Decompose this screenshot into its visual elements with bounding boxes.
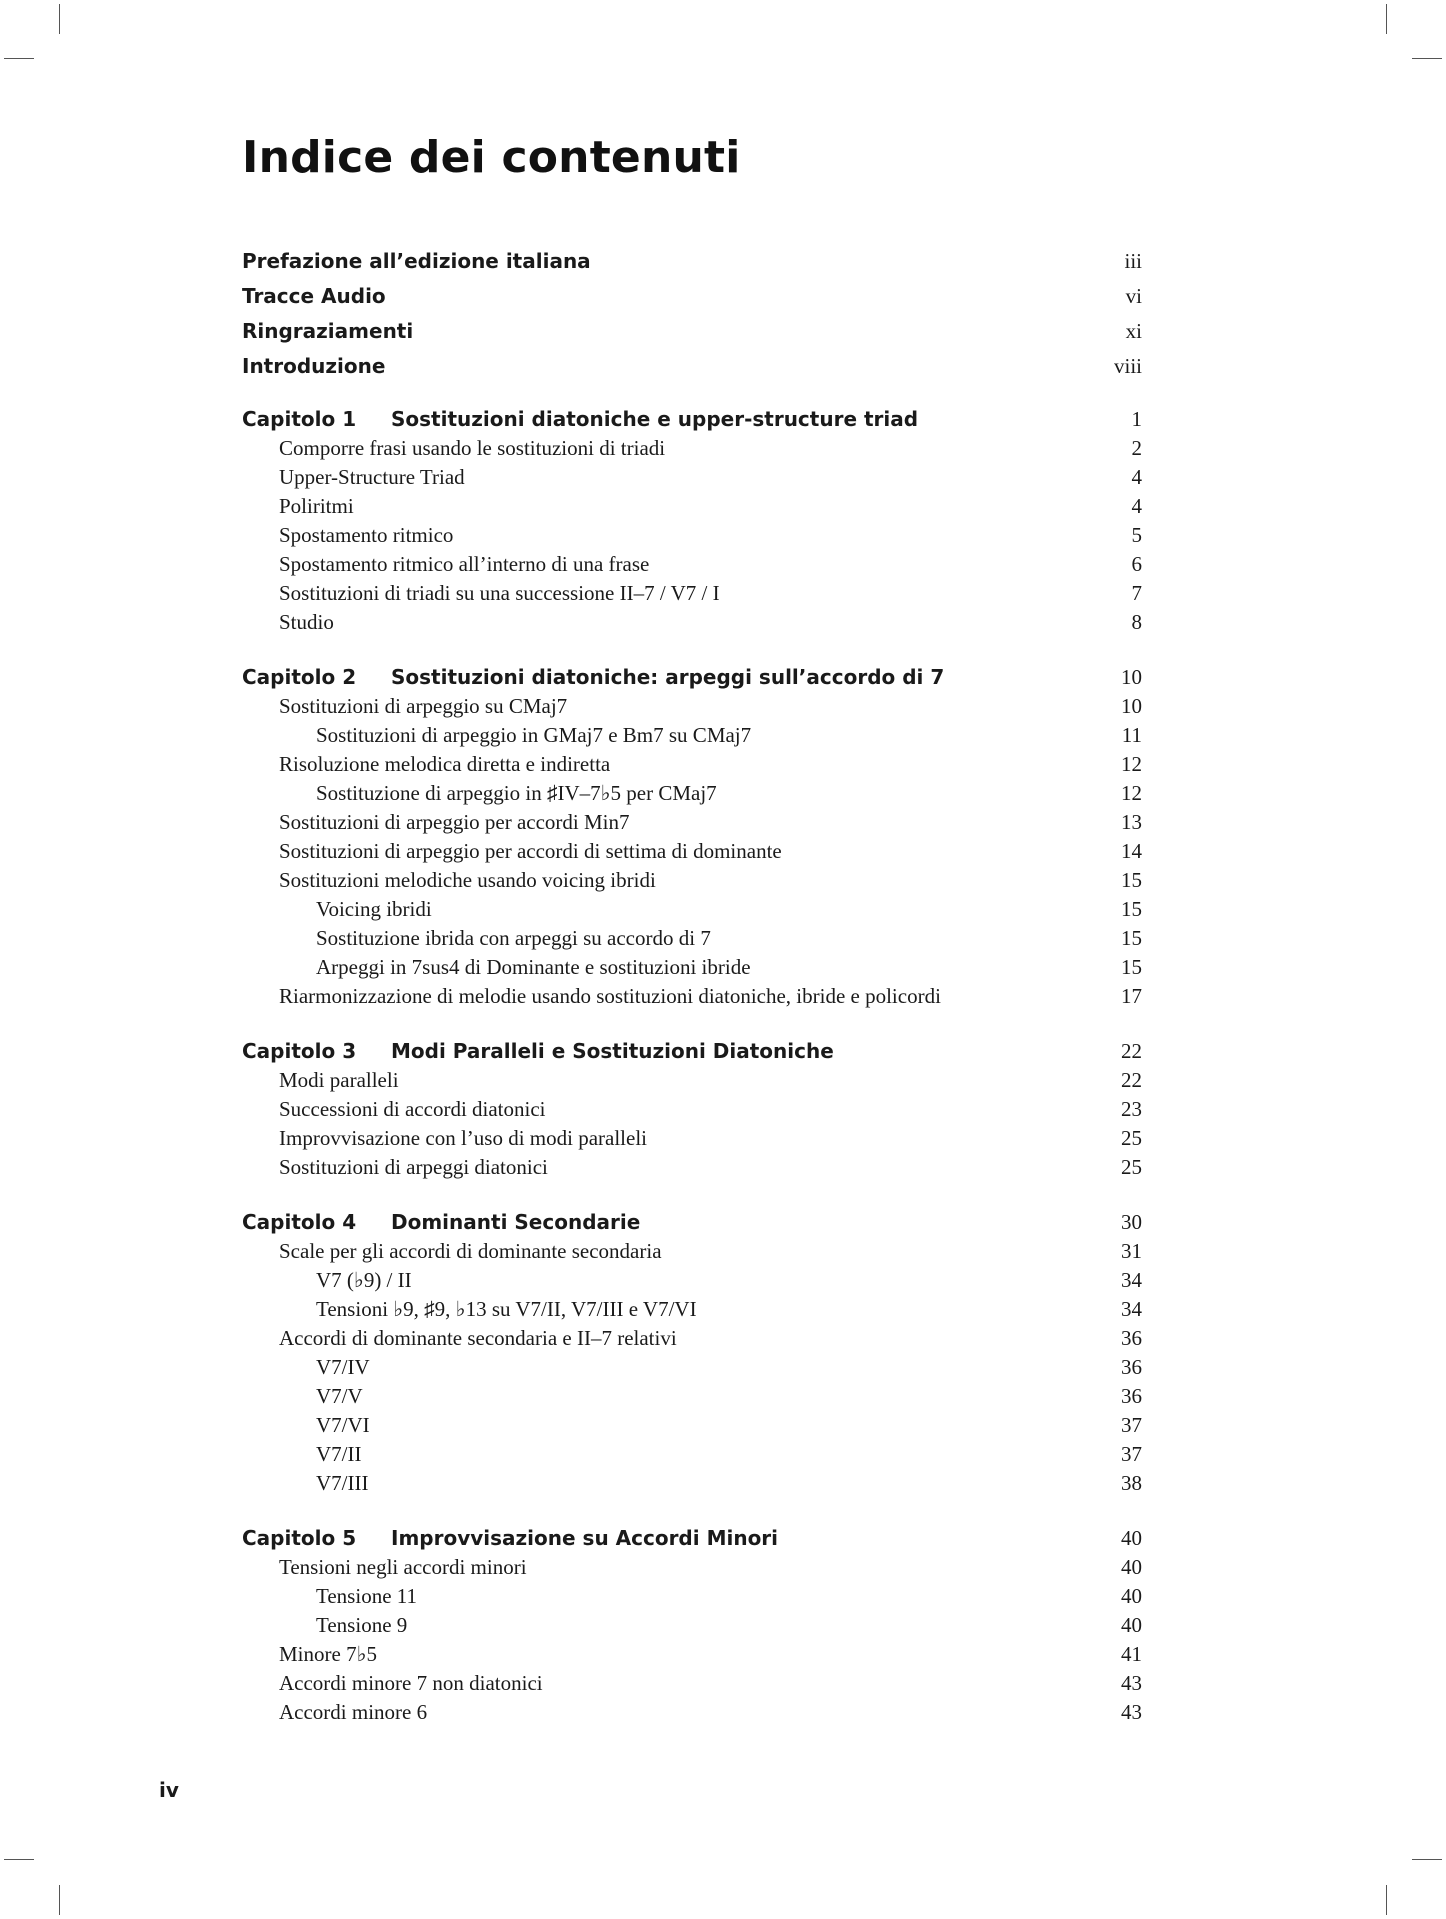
toc-entry-label: Comporre frasi usando le sostituzioni di triadi <box>279 436 666 460</box>
toc-subsection-entry[interactable] <box>242 1411 1142 1440</box>
toc-page-number: 41 <box>1121 1642 1142 1666</box>
toc-entry-label: Sostituzioni di arpeggio per accordi Min7 <box>279 810 630 834</box>
toc-page-number: 40 <box>1121 1613 1142 1637</box>
toc-section-entry[interactable] <box>242 434 1142 463</box>
toc-subsection-entry[interactable] <box>242 895 1142 924</box>
toc-section-entry[interactable] <box>242 550 1142 579</box>
toc-subsection-entry[interactable] <box>242 924 1142 953</box>
toc-spacer <box>242 1011 1142 1037</box>
chapter-number: Capitolo 5 <box>242 1526 357 1550</box>
toc-page-number: 22 <box>1121 1039 1142 1063</box>
toc-section-entry[interactable] <box>242 866 1142 895</box>
toc-page-number: 40 <box>1121 1584 1142 1608</box>
toc-front-matter-entry[interactable] <box>242 279 1142 314</box>
crop-mark <box>59 1885 60 1915</box>
toc-chapter-heading[interactable] <box>242 1037 1142 1066</box>
chapter-number: Capitolo 2 <box>242 665 357 689</box>
table-of-contents <box>242 244 1142 1727</box>
toc-entry-label: Tensione 9 <box>316 1613 408 1637</box>
toc-page-number: 30 <box>1121 1210 1142 1234</box>
toc-entry-label: Ringraziamenti <box>242 319 414 343</box>
toc-page-number: iii <box>1124 249 1142 273</box>
toc-subsection-entry[interactable] <box>242 1382 1142 1411</box>
toc-page-number: 12 <box>1121 752 1142 776</box>
toc-subsection-entry[interactable] <box>242 1582 1142 1611</box>
chapter-number: Capitolo 3 <box>242 1039 357 1063</box>
toc-entry-label: Riarmonizzazione di melodie usando sostituzioni diatoniche, ibride e policordi <box>279 984 941 1008</box>
toc-entry-label: Accordi minore 7 non diatonici <box>279 1671 543 1695</box>
crop-mark <box>4 58 34 59</box>
toc-entry-label: Introduzione <box>242 354 386 378</box>
toc-entry-label: Voicing ibridi <box>316 897 432 921</box>
toc-section-entry[interactable] <box>242 579 1142 608</box>
toc-subsection-entry[interactable] <box>242 1266 1142 1295</box>
toc-entry-label: Spostamento ritmico <box>279 523 454 547</box>
toc-entry-label: Sostituzioni di arpeggi diatonici <box>279 1155 548 1179</box>
toc-page-number: 43 <box>1121 1671 1142 1695</box>
toc-chapter-heading[interactable] <box>242 405 1142 434</box>
crop-mark <box>1412 58 1442 59</box>
toc-entry-label: Poliritmi <box>279 494 354 518</box>
toc-page-number: 15 <box>1121 926 1142 950</box>
toc-page-number: 14 <box>1121 839 1142 863</box>
chapter-title: Sostituzioni diatoniche: arpeggi sull’accordo di 7 <box>391 665 945 689</box>
toc-spacer <box>242 637 1142 663</box>
chapter-number: Capitolo 4 <box>242 1210 357 1234</box>
toc-subsection-entry[interactable] <box>242 1611 1142 1640</box>
toc-entry-label: Risoluzione melodica diretta e indiretta <box>279 752 611 776</box>
toc-entry-label: V7/VI <box>316 1413 370 1437</box>
toc-entry-label: Sostituzioni di triadi su una successione II–7 / V7 / I <box>279 581 720 605</box>
toc-page-number: 37 <box>1121 1442 1142 1466</box>
toc-page-number: 1 <box>1131 407 1142 431</box>
toc-subsection-entry[interactable] <box>242 721 1142 750</box>
toc-front-matter-entry[interactable] <box>242 244 1142 279</box>
toc-section-entry[interactable] <box>242 1124 1142 1153</box>
toc-section-entry[interactable] <box>242 1553 1142 1582</box>
toc-section-entry[interactable] <box>242 837 1142 866</box>
toc-page-number: viii <box>1113 354 1142 378</box>
toc-entry-label: Accordi minore 6 <box>279 1700 428 1724</box>
toc-page-number: 40 <box>1121 1555 1142 1579</box>
toc-spacer <box>242 1182 1142 1208</box>
toc-page-number: 6 <box>1131 552 1142 576</box>
toc-page-number: 25 <box>1121 1126 1142 1150</box>
toc-page-number: 38 <box>1121 1471 1142 1495</box>
chapter-title: Modi Paralleli e Sostituzioni Diatoniche <box>391 1039 834 1063</box>
toc-subsection-entry[interactable] <box>242 779 1142 808</box>
toc-page-number: 36 <box>1121 1326 1142 1350</box>
toc-page-number: 2 <box>1131 436 1142 460</box>
toc-entry-label: Arpeggi in 7sus4 di Dominante e sostituzioni ibride <box>316 955 751 979</box>
toc-entry-label: Sostituzioni di arpeggio per accordi di settima di dominante <box>279 839 782 863</box>
toc-entry-label: Minore 7♭5 <box>279 1642 377 1666</box>
toc-page-number: 8 <box>1131 610 1142 634</box>
toc-subsection-entry[interactable] <box>242 953 1142 982</box>
toc-entry-label: Studio <box>279 610 334 634</box>
toc-page-number: 34 <box>1121 1297 1142 1321</box>
toc-entry-label: Tracce Audio <box>242 284 386 308</box>
toc-section-entry[interactable] <box>242 692 1142 721</box>
toc-section-entry[interactable] <box>242 1095 1142 1124</box>
toc-entry-label: Modi paralleli <box>279 1068 399 1092</box>
toc-spacer <box>242 1498 1142 1524</box>
toc-entry-label: Tensione 11 <box>316 1584 417 1608</box>
toc-page-number: 31 <box>1121 1239 1142 1263</box>
toc-front-matter-entry[interactable] <box>242 314 1142 349</box>
toc-page-number: 15 <box>1121 955 1142 979</box>
toc-entry-label: Prefazione all’edizione italiana <box>242 249 591 273</box>
toc-entry-label: V7/IV <box>316 1355 370 1379</box>
toc-entry-label: Sostituzioni di arpeggio in GMaj7 e Bm7 su CMaj7 <box>316 723 752 747</box>
toc-entry-label: Tensioni negli accordi minori <box>279 1555 527 1579</box>
toc-page-number: 17 <box>1121 984 1142 1008</box>
toc-page-number: vi <box>1125 284 1142 308</box>
toc-section-entry[interactable] <box>242 1669 1142 1698</box>
toc-entry-label: V7/III <box>316 1471 369 1495</box>
toc-page-number: 23 <box>1121 1097 1142 1121</box>
toc-section-entry[interactable] <box>242 608 1142 637</box>
toc-page-number: 37 <box>1121 1413 1142 1437</box>
toc-section-entry[interactable] <box>242 808 1142 837</box>
toc-page-number: 25 <box>1121 1155 1142 1179</box>
toc-entry-label: Sostituzioni melodiche usando voicing ibridi <box>279 868 656 892</box>
toc-front-matter-entry[interactable] <box>242 349 1142 384</box>
toc-entry-label: Improvvisazione con l’uso di modi paralleli <box>279 1126 647 1150</box>
toc-entry-label: Accordi di dominante secondaria e II–7 relativi <box>279 1326 677 1350</box>
toc-page-number: 15 <box>1121 897 1142 921</box>
toc-page-number: 34 <box>1121 1268 1142 1292</box>
toc-page-number: 15 <box>1121 868 1142 892</box>
toc-page-number: 7 <box>1131 581 1142 605</box>
toc-entry-label: V7/II <box>316 1442 362 1466</box>
toc-entry-label: Sostituzioni di arpeggio su CMaj7 <box>279 694 568 718</box>
crop-mark <box>4 1859 34 1860</box>
toc-section-entry[interactable] <box>242 492 1142 521</box>
chapter-title: Improvvisazione su Accordi Minori <box>391 1526 779 1550</box>
toc-page-number: 22 <box>1121 1068 1142 1092</box>
chapter-title: Dominanti Secondarie <box>391 1210 641 1234</box>
toc-chapter-heading[interactable] <box>242 663 1142 692</box>
page-number: iv <box>159 1778 179 1802</box>
toc-page-number: 12 <box>1121 781 1142 805</box>
toc-page-number: 10 <box>1121 665 1142 689</box>
toc-entry-label: Successioni di accordi diatonici <box>279 1097 546 1121</box>
toc-subsection-entry[interactable] <box>242 1469 1142 1498</box>
crop-mark <box>1386 1885 1387 1915</box>
toc-page-number: 5 <box>1131 523 1142 547</box>
toc-entry-label: Tensioni ♭9, ♯9, ♭13 su V7/II, V7/III e V7/VI <box>316 1297 697 1321</box>
toc-subsection-entry[interactable] <box>242 1440 1142 1469</box>
toc-section-entry[interactable] <box>242 1324 1142 1353</box>
toc-section-entry[interactable] <box>242 1640 1142 1669</box>
toc-page-number: xi <box>1125 319 1142 343</box>
toc-page-number: 4 <box>1131 494 1142 518</box>
toc-section-entry[interactable] <box>242 521 1142 550</box>
chapter-number: Capitolo 1 <box>242 407 357 431</box>
toc-page-number: 13 <box>1121 810 1142 834</box>
toc-entry-label: V7/V <box>316 1384 363 1408</box>
toc-section-entry[interactable] <box>242 1066 1142 1095</box>
toc-page-number: 40 <box>1121 1526 1142 1550</box>
toc-page-number: 10 <box>1121 694 1142 718</box>
toc-page-number: 43 <box>1121 1700 1142 1724</box>
toc-section-entry[interactable] <box>242 750 1142 779</box>
toc-entry-label: Sostituzione di arpeggio in ♯IV–7♭5 per CMaj7 <box>316 781 717 805</box>
toc-subsection-entry[interactable] <box>242 1353 1142 1382</box>
toc-chapter-heading[interactable] <box>242 1524 1142 1553</box>
toc-section-entry[interactable] <box>242 1237 1142 1266</box>
toc-entry-label: Sostituzione ibrida con arpeggi su accordo di 7 <box>316 926 711 950</box>
toc-page-number: 36 <box>1121 1384 1142 1408</box>
toc-section-entry[interactable] <box>242 982 1142 1011</box>
toc-section-entry[interactable] <box>242 1153 1142 1182</box>
toc-entry-label: Upper-Structure Triad <box>279 465 465 489</box>
toc-page-number: 11 <box>1121 723 1142 747</box>
toc-spacer <box>242 384 1142 405</box>
chapter-title: Sostituzioni diatoniche e upper-structure triad <box>391 407 919 431</box>
toc-section-entry[interactable] <box>242 463 1142 492</box>
toc-subsection-entry[interactable] <box>242 1295 1142 1324</box>
crop-mark <box>1386 4 1387 34</box>
crop-mark <box>59 4 60 34</box>
toc-entry-label: V7 (♭9) / II <box>316 1268 412 1292</box>
toc-section-entry[interactable] <box>242 1698 1142 1727</box>
toc-entry-label: Spostamento ritmico all’interno di una frase <box>279 552 650 576</box>
toc-chapter-heading[interactable] <box>242 1208 1142 1237</box>
toc-page-number: 36 <box>1121 1355 1142 1379</box>
page-title: Indice dei contenuti <box>242 132 741 183</box>
toc-entry-label: Scale per gli accordi di dominante secondaria <box>279 1239 662 1263</box>
crop-mark <box>1412 1859 1442 1860</box>
toc-page-number: 4 <box>1131 465 1142 489</box>
